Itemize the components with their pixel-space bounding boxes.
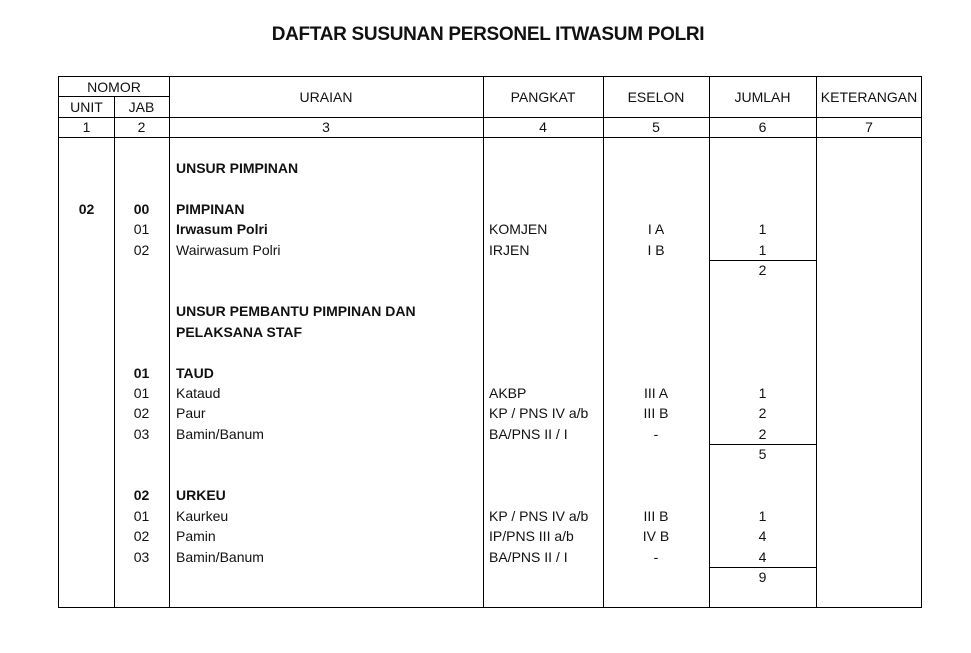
table-row bbox=[59, 465, 921, 485]
cell-jumlah: 1 bbox=[758, 507, 767, 524]
table-row bbox=[59, 281, 921, 301]
cell-uraian: Irwasum Polri bbox=[176, 221, 268, 238]
cell-uraian: Kataud bbox=[176, 384, 221, 401]
cell-jumlah: 1 bbox=[758, 221, 767, 238]
cell-pangkat: KP / PNS IV a/b bbox=[489, 507, 589, 524]
table-row bbox=[59, 526, 921, 546]
cell-uraian: UNSUR PEMBANTU PIMPINAN DAN bbox=[176, 303, 416, 320]
cell-eselon: - bbox=[653, 425, 659, 442]
personnel-table bbox=[58, 76, 922, 608]
col-number: 3 bbox=[322, 119, 330, 135]
cell-jumlah: 1 bbox=[758, 384, 767, 401]
header-keterangan: KETERANGAN bbox=[820, 89, 918, 105]
cell-eselon: III B bbox=[643, 507, 669, 524]
cell-eselon: I B bbox=[647, 241, 665, 258]
col-number: 1 bbox=[82, 119, 91, 135]
table-row bbox=[59, 322, 921, 342]
cell-jab: 03 bbox=[133, 548, 150, 565]
table-row bbox=[59, 444, 921, 464]
header-pangkat: PANGKAT bbox=[510, 89, 576, 105]
cell-uraian: URKEU bbox=[176, 487, 226, 504]
col-number: 7 bbox=[865, 119, 873, 135]
table-row bbox=[59, 158, 921, 178]
cell-pangkat: BA/PNS II / I bbox=[489, 548, 568, 565]
cell-jab: 03 bbox=[133, 425, 150, 442]
table-row bbox=[59, 219, 921, 239]
cell-pangkat: BA/PNS II / I bbox=[489, 425, 568, 442]
cell-jab: 00 bbox=[133, 200, 150, 217]
cell-jumlah: 2 bbox=[758, 425, 767, 442]
cell-uraian: Bamin/Banum bbox=[176, 548, 264, 565]
cell-jab: 02 bbox=[133, 487, 150, 504]
cell-eselon: III A bbox=[643, 384, 669, 401]
table-row bbox=[59, 260, 921, 280]
cell-jab: 02 bbox=[133, 241, 150, 258]
cell-uraian: PIMPINAN bbox=[176, 200, 245, 217]
cell-jumlah: 2 bbox=[758, 405, 767, 422]
table-row bbox=[59, 506, 921, 526]
table-row bbox=[59, 199, 921, 219]
subtotal-jumlah: 5 bbox=[758, 446, 767, 463]
header-nomor: NOMOR bbox=[87, 79, 141, 95]
table-row bbox=[59, 342, 921, 362]
table-row bbox=[59, 240, 921, 260]
cell-jab: 01 bbox=[133, 364, 150, 381]
cell-jumlah: 1 bbox=[758, 241, 767, 258]
table-row bbox=[59, 567, 921, 587]
cell-eselon: - bbox=[653, 548, 659, 565]
cell-jab: 02 bbox=[133, 528, 150, 545]
header-uraian: URAIAN bbox=[299, 89, 353, 105]
cell-pangkat: AKBP bbox=[489, 384, 527, 401]
cell-jab: 02 bbox=[133, 405, 150, 422]
header-eselon: ESELON bbox=[627, 89, 685, 105]
cell-jab: 01 bbox=[133, 221, 150, 238]
header-unit: UNIT bbox=[70, 99, 103, 115]
cell-pangkat: KOMJEN bbox=[489, 221, 548, 238]
divider bbox=[59, 137, 921, 138]
cell-uraian: PELAKSANA STAF bbox=[176, 323, 302, 340]
col-number: 6 bbox=[758, 119, 767, 135]
cell-uraian: UNSUR PIMPINAN bbox=[176, 160, 299, 176]
cell-eselon: IV B bbox=[642, 528, 670, 545]
cell-jab: 01 bbox=[133, 384, 150, 401]
cell-jab: 01 bbox=[133, 507, 150, 524]
cell-uraian: Pamin bbox=[176, 528, 216, 545]
cell-pangkat: KP / PNS IV a/b bbox=[489, 405, 589, 422]
table-row bbox=[59, 403, 921, 423]
cell-uraian: TAUD bbox=[176, 364, 214, 381]
cell-uraian: Kaurkeu bbox=[176, 507, 229, 524]
header-jumlah: JUMLAH bbox=[734, 89, 791, 105]
cell-uraian: Bamin/Banum bbox=[176, 425, 264, 442]
cell-jumlah: 4 bbox=[758, 548, 767, 565]
col-number: 4 bbox=[539, 119, 547, 135]
cell-pangkat: IRJEN bbox=[489, 241, 530, 258]
table-row bbox=[59, 178, 921, 198]
header-jab: JAB bbox=[128, 99, 155, 115]
cell-eselon: III B bbox=[643, 405, 669, 422]
col-number: 2 bbox=[137, 119, 146, 135]
subtotal-jumlah: 2 bbox=[758, 262, 767, 279]
table-row bbox=[59, 424, 921, 444]
table-row bbox=[59, 301, 921, 321]
cell-uraian: Paur bbox=[176, 405, 206, 422]
col-number: 5 bbox=[652, 119, 660, 135]
table-row bbox=[59, 363, 921, 383]
table-row bbox=[59, 547, 921, 567]
document-title: DAFTAR SUSUNAN PERSONEL ITWASUM POLRI bbox=[271, 24, 705, 45]
cell-unit: 02 bbox=[78, 200, 95, 217]
cell-jumlah: 4 bbox=[758, 528, 767, 545]
table-row bbox=[59, 485, 921, 505]
cell-pangkat: IP/PNS III a/b bbox=[489, 528, 574, 545]
subtotal-jumlah: 9 bbox=[758, 569, 767, 585]
cell-uraian: Wairwasum Polri bbox=[176, 241, 281, 258]
cell-eselon: I A bbox=[647, 221, 665, 238]
table-row bbox=[59, 383, 921, 403]
